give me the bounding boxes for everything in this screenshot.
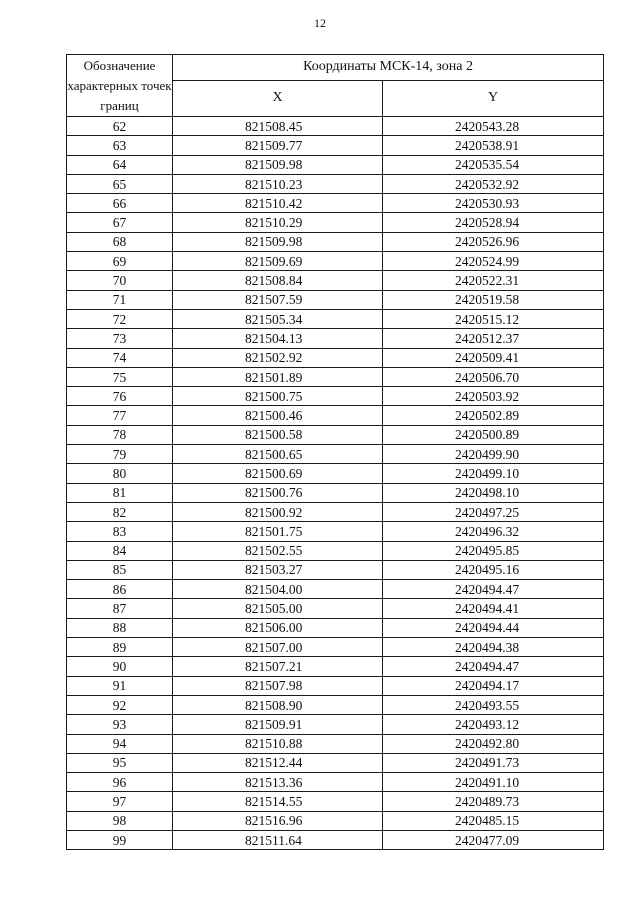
x-cell: 821506.00 xyxy=(173,618,383,637)
y-cell: 2420499.10 xyxy=(383,464,604,483)
table-row xyxy=(67,252,604,271)
table-row xyxy=(67,676,604,695)
y-cell: 2420489.73 xyxy=(383,792,604,811)
point-cell: 71 xyxy=(67,290,173,309)
table-row xyxy=(67,117,604,136)
point-cell: 96 xyxy=(67,773,173,792)
point-cell: 77 xyxy=(67,406,173,425)
y-cell: 2420506.70 xyxy=(383,367,604,386)
x-cell: 821501.75 xyxy=(173,522,383,541)
table-row xyxy=(67,830,604,849)
x-cell: 821500.92 xyxy=(173,502,383,521)
point-cell: 65 xyxy=(67,174,173,193)
y-cell: 2420543.28 xyxy=(383,117,604,136)
point-cell: 83 xyxy=(67,522,173,541)
point-cell: 90 xyxy=(67,657,173,676)
point-cell: 67 xyxy=(67,213,173,232)
table-row xyxy=(67,502,604,521)
point-cell: 62 xyxy=(67,117,173,136)
point-cell: 98 xyxy=(67,811,173,830)
point-cell: 88 xyxy=(67,618,173,637)
point-cell: 91 xyxy=(67,676,173,695)
y-cell: 2420494.17 xyxy=(383,676,604,695)
table-row xyxy=(67,232,604,251)
table-row xyxy=(67,348,604,367)
x-cell: 821500.69 xyxy=(173,464,383,483)
point-cell: 74 xyxy=(67,348,173,367)
y-cell: 2420491.10 xyxy=(383,773,604,792)
point-cell: 76 xyxy=(67,387,173,406)
x-cell: 821500.75 xyxy=(173,387,383,406)
point-cell: 70 xyxy=(67,271,173,290)
x-cell: 821507.98 xyxy=(173,676,383,695)
point-cell: 89 xyxy=(67,638,173,657)
x-cell: 821516.96 xyxy=(173,811,383,830)
x-cell: 821514.55 xyxy=(173,792,383,811)
table-row xyxy=(67,290,604,309)
page-number: 12 xyxy=(314,16,326,30)
point-cell: 78 xyxy=(67,425,173,444)
y-cell: 2420495.16 xyxy=(383,560,604,579)
x-cell: 821510.88 xyxy=(173,734,383,753)
table-row xyxy=(67,309,604,328)
y-cell: 2420532.92 xyxy=(383,174,604,193)
y-cell: 2420499.90 xyxy=(383,445,604,464)
y-cell: 2420509.41 xyxy=(383,348,604,367)
x-cell: 821507.00 xyxy=(173,638,383,657)
table-row xyxy=(67,136,604,155)
x-cell: 821505.34 xyxy=(173,309,383,328)
table-row xyxy=(67,522,604,541)
table-row xyxy=(67,155,604,174)
table-row xyxy=(67,618,604,637)
x-cell: 821510.29 xyxy=(173,213,383,232)
point-cell: 63 xyxy=(67,136,173,155)
x-cell: 821512.44 xyxy=(173,753,383,772)
x-cell: 821500.58 xyxy=(173,425,383,444)
x-cell: 821503.27 xyxy=(173,560,383,579)
x-column-header: X xyxy=(173,80,383,116)
y-cell: 2420497.25 xyxy=(383,502,604,521)
x-cell: 821500.76 xyxy=(173,483,383,502)
y-cell: 2420519.58 xyxy=(383,290,604,309)
table-row xyxy=(67,773,604,792)
y-cell: 2420498.10 xyxy=(383,483,604,502)
point-cell: 68 xyxy=(67,232,173,251)
x-cell: 821509.77 xyxy=(173,136,383,155)
y-cell: 2420491.73 xyxy=(383,753,604,772)
point-cell: 97 xyxy=(67,792,173,811)
x-cell: 821501.89 xyxy=(173,367,383,386)
x-cell: 821507.59 xyxy=(173,290,383,309)
x-cell: 821511.64 xyxy=(173,830,383,849)
table-row xyxy=(67,734,604,753)
x-cell: 821500.46 xyxy=(173,406,383,425)
point-cell: 85 xyxy=(67,560,173,579)
point-cell: 99 xyxy=(67,830,173,849)
y-cell: 2420496.32 xyxy=(383,522,604,541)
table-row xyxy=(67,715,604,734)
y-cell: 2420503.92 xyxy=(383,387,604,406)
point-cell: 75 xyxy=(67,367,173,386)
point-cell: 80 xyxy=(67,464,173,483)
point-cell: 84 xyxy=(67,541,173,560)
x-cell: 821502.92 xyxy=(173,348,383,367)
point-cell: 69 xyxy=(67,252,173,271)
y-cell: 2420493.55 xyxy=(383,695,604,714)
table-row xyxy=(67,406,604,425)
y-cell: 2420494.44 xyxy=(383,618,604,637)
y-cell: 2420535.54 xyxy=(383,155,604,174)
coordinate-system-header: Координаты МСК-14, зона 2 xyxy=(173,55,604,81)
y-cell: 2420502.89 xyxy=(383,406,604,425)
x-cell: 821500.65 xyxy=(173,445,383,464)
point-cell: 93 xyxy=(67,715,173,734)
y-cell: 2420526.96 xyxy=(383,232,604,251)
x-cell: 821510.23 xyxy=(173,174,383,193)
y-cell: 2420494.38 xyxy=(383,638,604,657)
y-cell: 2420538.91 xyxy=(383,136,604,155)
table-row xyxy=(67,213,604,232)
table-row xyxy=(67,638,604,657)
y-cell: 2420494.41 xyxy=(383,599,604,618)
table-row xyxy=(67,483,604,502)
table-row xyxy=(67,695,604,714)
table-row xyxy=(67,425,604,444)
x-cell: 821509.91 xyxy=(173,715,383,734)
x-cell: 821509.98 xyxy=(173,155,383,174)
table-row xyxy=(67,194,604,213)
x-cell: 821504.00 xyxy=(173,580,383,599)
point-cell: 92 xyxy=(67,695,173,714)
x-cell: 821505.00 xyxy=(173,599,383,618)
y-cell: 2420493.12 xyxy=(383,715,604,734)
y-cell: 2420524.99 xyxy=(383,252,604,271)
x-cell: 821509.98 xyxy=(173,232,383,251)
table-row xyxy=(67,174,604,193)
y-cell: 2420492.80 xyxy=(383,734,604,753)
y-cell: 2420515.12 xyxy=(383,309,604,328)
point-cell: 81 xyxy=(67,483,173,502)
table-body xyxy=(67,117,604,850)
point-cell: 94 xyxy=(67,734,173,753)
y-cell: 2420528.94 xyxy=(383,213,604,232)
table-row xyxy=(67,387,604,406)
table-row xyxy=(67,811,604,830)
table-row xyxy=(67,329,604,348)
y-cell: 2420530.93 xyxy=(383,194,604,213)
y-column-header: Y xyxy=(383,80,604,116)
point-cell: 66 xyxy=(67,194,173,213)
table-row xyxy=(67,753,604,772)
x-cell: 821510.42 xyxy=(173,194,383,213)
point-cell: 73 xyxy=(67,329,173,348)
point-cell: 82 xyxy=(67,502,173,521)
y-cell: 2420477.09 xyxy=(383,830,604,849)
y-cell: 2420522.31 xyxy=(383,271,604,290)
point-designation-header: Обозначение характерных точек границ xyxy=(67,55,173,117)
point-cell: 64 xyxy=(67,155,173,174)
table-row xyxy=(67,367,604,386)
table-row xyxy=(67,464,604,483)
point-cell: 87 xyxy=(67,599,173,618)
x-cell: 821509.69 xyxy=(173,252,383,271)
y-cell: 2420500.89 xyxy=(383,425,604,444)
table-row xyxy=(67,792,604,811)
point-cell: 79 xyxy=(67,445,173,464)
table-row xyxy=(67,541,604,560)
y-cell: 2420485.15 xyxy=(383,811,604,830)
table-row xyxy=(67,580,604,599)
table-row xyxy=(67,445,604,464)
x-cell: 821507.21 xyxy=(173,657,383,676)
x-cell: 821508.45 xyxy=(173,117,383,136)
x-cell: 821513.36 xyxy=(173,773,383,792)
point-cell: 72 xyxy=(67,309,173,328)
x-cell: 821504.13 xyxy=(173,329,383,348)
y-cell: 2420495.85 xyxy=(383,541,604,560)
x-cell: 821502.55 xyxy=(173,541,383,560)
point-cell: 86 xyxy=(67,580,173,599)
x-cell: 821508.84 xyxy=(173,271,383,290)
point-cell: 95 xyxy=(67,753,173,772)
table-row xyxy=(67,657,604,676)
coordinates-table xyxy=(66,54,604,850)
y-cell: 2420494.47 xyxy=(383,580,604,599)
table-row xyxy=(67,271,604,290)
y-cell: 2420512.37 xyxy=(383,329,604,348)
x-cell: 821508.90 xyxy=(173,695,383,714)
table-row xyxy=(67,599,604,618)
y-cell: 2420494.47 xyxy=(383,657,604,676)
table-row xyxy=(67,560,604,579)
